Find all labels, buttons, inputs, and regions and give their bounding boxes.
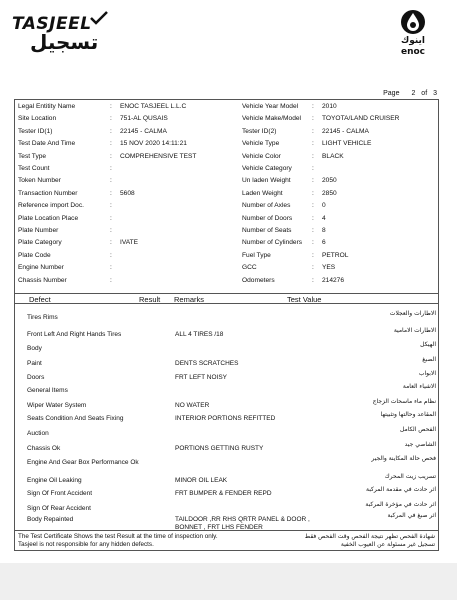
defect-label: Sign Of Front Accident <box>27 490 93 497</box>
info-left-value: 15 NOV 2020 14:11:21 <box>120 140 187 148</box>
defect-label-arabic: الابواب <box>418 370 436 377</box>
defect-label: Seats Condition And Seats Fixing <box>27 415 124 422</box>
result-column-header: Result <box>139 295 161 304</box>
field-separator: : <box>110 189 112 197</box>
checkmark-icon <box>90 11 108 25</box>
defect-remark: PORTIONS GETTING RUSTY <box>175 445 264 452</box>
field-separator: : <box>312 115 314 123</box>
defect-label-arabic: اثر حادث في مؤخرة المركبة <box>365 501 436 508</box>
info-right-label: Number of Axles <box>242 202 291 210</box>
info-left-label: Engine Number <box>18 264 64 272</box>
defect-remark: ALL 4 TIRES /18 <box>175 331 224 338</box>
field-separator: : <box>110 115 112 123</box>
info-right-value: TOYOTA/LAND CRUISER <box>322 115 400 123</box>
info-right-value: 8 <box>322 227 326 234</box>
info-right-value: 22145 - CALMA <box>322 127 369 135</box>
page-background <box>0 563 457 600</box>
field-separator: : <box>110 276 112 284</box>
field-separator: : <box>312 202 314 210</box>
disclaimer-line-1: The Test Certificate Shows the test Result at the time of inspection only. <box>18 533 218 540</box>
defects-table <box>14 293 439 531</box>
defect-label: Wiper Water System <box>27 402 87 409</box>
tasjeel-logo-arabic: تسجيل <box>30 30 99 54</box>
info-left-label: Token Number <box>18 177 61 185</box>
enoc-logo-latin: enoc <box>400 47 426 57</box>
defect-label: Body <box>27 345 42 352</box>
info-right-label: Odometers <box>242 276 275 284</box>
info-right-value: 6 <box>322 239 326 247</box>
field-separator: : <box>110 251 112 259</box>
info-right-label: Vehicle Year Model <box>242 103 299 110</box>
field-separator: : <box>312 264 314 272</box>
field-separator: : <box>110 214 112 222</box>
info-right-label: Vehicle Make/Model <box>242 115 302 123</box>
defect-label-arabic: الاطارات الامامية <box>393 327 436 334</box>
info-right-value: 2850 <box>322 189 337 197</box>
info-right-value: LIGHT VEHICLE <box>322 140 372 148</box>
defect-label: Chassis Ok <box>27 445 61 452</box>
info-right-value: 214276 <box>322 276 345 284</box>
defect-label-arabic: الاطارات والعجلات <box>389 310 436 317</box>
remarks-column-header: Remarks <box>174 295 205 304</box>
enoc-logo-arabic: اينوك <box>400 36 426 46</box>
field-separator: : <box>110 103 112 110</box>
defect-label-arabic: نظام ماء ماسحات الزجاج <box>372 398 436 405</box>
field-separator: : <box>110 177 112 185</box>
defect-label-arabic: الاشياء العامة <box>402 383 436 390</box>
test-value-column-header: Test Value <box>287 295 322 304</box>
field-separator: : <box>110 264 112 272</box>
field-separator: : <box>312 177 314 185</box>
info-right-label: Number of Doors <box>242 214 293 222</box>
defect-label: Auction <box>27 430 49 437</box>
info-right-value: 0 <box>322 202 326 210</box>
field-separator: : <box>312 251 314 259</box>
info-right-value: 2010 <box>322 103 337 110</box>
page-total: 3 <box>433 90 437 97</box>
field-separator: : <box>312 227 314 234</box>
defect-label-arabic: الشاصي جيد <box>404 441 436 448</box>
enoc-logo <box>391 8 435 66</box>
info-right-value: PETROL <box>322 251 349 259</box>
defect-remark: DENTS SCRATCHES <box>175 360 239 367</box>
info-right-label: Number of Cylinders <box>242 239 303 247</box>
info-right-label: Vehicle Type <box>242 140 280 148</box>
info-right-label: Vehicle Color <box>242 152 281 160</box>
info-right-label: Fuel Type <box>242 251 271 259</box>
info-right-value: YES <box>322 264 336 272</box>
info-right-label: Vehicle Category <box>242 165 292 172</box>
field-separator: : <box>110 127 112 135</box>
defect-label: Sign Of Rear Accident <box>27 505 91 512</box>
info-left-value: 5608 <box>120 189 135 197</box>
defect-label-arabic: المقاعد وحالتها وتثبيتها <box>380 411 436 418</box>
info-right-label: Laden Weight <box>242 189 283 197</box>
defect-label: Engine And Gear Box Performance Ok <box>27 459 139 466</box>
info-right-value: BLACK <box>322 152 344 160</box>
info-left-label: Transaction Number <box>18 189 78 197</box>
vehicle-info-table <box>14 99 439 293</box>
disclaimer-line-1-arabic: شهادة الفحص تظهر نتيجة الفحص وقت الفحص فقط <box>304 533 435 540</box>
field-separator: : <box>312 189 314 197</box>
field-separator: : <box>312 140 314 148</box>
disclaimer-line-2-arabic: تسجيل غير مسئولة عن العيوب الخفية <box>340 541 435 548</box>
defect-label: Doors <box>27 374 45 381</box>
defects-header-row <box>15 294 438 304</box>
defect-column-header: Defect <box>29 295 51 304</box>
info-right-label: Un laden Weight <box>242 177 291 185</box>
field-separator: : <box>110 152 112 160</box>
defect-label: Engine Oil Leaking <box>27 477 82 484</box>
info-left-label: Tester ID(1) <box>18 127 53 135</box>
info-left-label: Plate Location Place <box>18 214 79 222</box>
info-right-label: GCC <box>242 264 257 272</box>
info-left-label: Chassis Number <box>18 276 67 284</box>
field-separator: : <box>110 227 112 234</box>
info-right-value: 4 <box>322 214 326 222</box>
info-left-value: ENOC TASJEEL L.L.C <box>120 103 187 110</box>
info-left-label: Test Count <box>18 165 50 172</box>
defect-remark: FRT LEFT NOISY <box>175 374 228 381</box>
defect-remark: NO WATER <box>175 402 210 409</box>
info-left-value: 751-AL QUSAIS <box>120 115 168 123</box>
tasjeel-logo <box>12 8 107 56</box>
defect-label: Body Repainted <box>27 516 74 523</box>
info-left-label: Plate Number <box>18 227 59 234</box>
info-left-label: Test Date And Time <box>18 140 76 148</box>
field-separator: : <box>312 276 314 284</box>
page-current: 2 <box>411 90 416 97</box>
info-left-value: COMPREHENSIVE TEST <box>120 152 197 160</box>
page-number <box>379 90 437 97</box>
field-separator: : <box>312 214 314 222</box>
defect-label-arabic: الفحص الكامل <box>399 426 436 433</box>
field-separator: : <box>110 140 112 148</box>
field-separator: : <box>312 239 314 247</box>
info-left-label: Reference import Doc. <box>18 202 84 210</box>
page-label: Page <box>383 90 400 97</box>
defect-label-arabic: تسريب زيت المحرك <box>384 473 436 480</box>
tasjeel-logo-latin: TASJEEL <box>12 14 92 34</box>
info-right-value: 2050 <box>322 177 337 185</box>
disclaimer-line-2: Tasjeel is not responsible for any hidden defects. <box>18 541 154 548</box>
field-separator: : <box>312 152 314 160</box>
info-left-value: IVATE <box>120 239 139 247</box>
defect-label: Front Left And Right Hands Tires <box>27 331 122 338</box>
info-left-label: Test Type <box>18 152 47 160</box>
defect-label-arabic: اثر حادث في مقدمة المركبة <box>366 486 436 493</box>
field-separator: : <box>110 165 112 172</box>
field-separator: : <box>312 127 314 135</box>
defect-label: Tires Rims <box>27 314 58 321</box>
disclaimer-footer <box>14 531 439 551</box>
defect-label-arabic: الصبغ <box>422 356 436 363</box>
field-separator: : <box>110 202 112 210</box>
field-separator: : <box>312 165 314 172</box>
info-right-label: Number of Seats <box>242 227 292 234</box>
info-left-label: Plate Code <box>18 251 51 259</box>
defect-label-arabic: اثر صبغ في المركبة <box>387 512 436 519</box>
page-of: of <box>421 90 428 97</box>
defect-remark: FRT BUMPER & FENDER REPD <box>175 490 272 497</box>
defect-label-arabic: فحص حالة المكاينة والجير <box>371 455 436 462</box>
field-separator: : <box>312 103 314 110</box>
defect-label: General Items <box>27 387 68 394</box>
info-left-label: Site Location <box>18 115 57 123</box>
info-left-value: 22145 - CALMA <box>120 127 167 135</box>
info-right-label: Tester ID(2) <box>242 127 277 135</box>
defect-remark: TAILDOOR ,RR RHS QRTR PANEL & DOOR , BONNET , FRT LHS FENDER <box>175 516 310 531</box>
info-left-label: Legal Entitity Name <box>18 103 76 110</box>
info-left-label: Plate Category <box>18 239 62 247</box>
field-separator: : <box>110 239 112 247</box>
defect-remark: MINOR OIL LEAK <box>175 477 228 484</box>
defect-label-arabic: الهيكل <box>420 341 436 348</box>
defect-remark: INTERIOR PORTIONS REFITTED <box>175 415 276 422</box>
defect-label: Paint <box>27 360 42 367</box>
enoc-drop-icon <box>399 8 427 36</box>
